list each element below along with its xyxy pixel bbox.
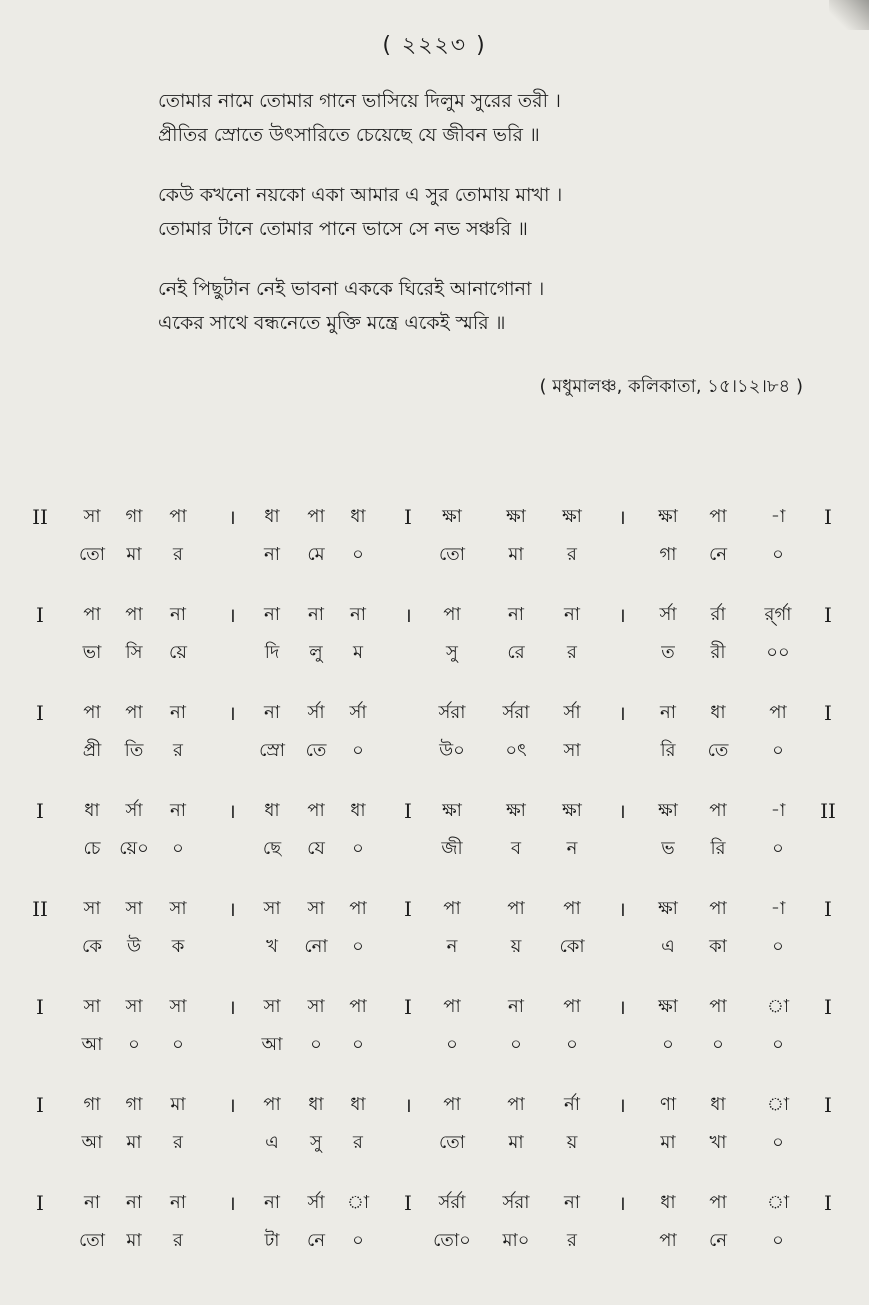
swara-note: ধা xyxy=(350,506,366,527)
syllable: ০ xyxy=(310,1034,322,1055)
syllable: দি xyxy=(264,642,280,663)
swara-note: পা xyxy=(307,800,325,821)
syllable: তে xyxy=(707,740,729,761)
bar-line: I xyxy=(404,1191,412,1215)
swara-note: পা xyxy=(507,1094,525,1115)
lyric-line: তোমার নামে তোমার গানে ভাসিয়ে দিলুম সুরের তরী । xyxy=(158,90,561,112)
swara-note: -া xyxy=(770,800,786,821)
swara-note: সা xyxy=(307,898,325,919)
syllable: মা xyxy=(126,1132,142,1153)
syllable: ছে xyxy=(262,838,282,859)
notation-system xyxy=(0,691,869,789)
swara-note: সা xyxy=(83,506,101,527)
syllable: ০০ xyxy=(766,642,790,663)
syllable: ন xyxy=(566,838,578,859)
syllable: আ xyxy=(81,1132,103,1153)
swara-note: ক্ষা xyxy=(506,800,526,821)
swara-row xyxy=(0,499,869,535)
swara-row xyxy=(0,695,869,731)
syllable: ০ xyxy=(352,1230,364,1251)
swara-note: ধা xyxy=(264,800,280,821)
swara-note: না xyxy=(564,604,580,625)
swara-note: পা xyxy=(443,1094,461,1115)
bar-line: । xyxy=(228,995,236,1019)
lyric-line: একের সাথে বন্ধনেতে মুক্তি মন্ত্রে একেই স্মরি ॥ xyxy=(158,312,506,334)
syllable: ০ xyxy=(352,544,364,565)
syllable: ০ xyxy=(772,838,784,859)
syllable-row xyxy=(0,733,869,769)
swara-note: -া xyxy=(770,506,786,527)
swara-row xyxy=(0,989,869,1025)
syllable: টা xyxy=(264,1230,280,1251)
swara-note: ধা xyxy=(710,1094,726,1115)
syllable: আ xyxy=(81,1034,103,1055)
bar-line: I xyxy=(36,701,44,725)
swara-note: সা xyxy=(125,898,143,919)
syllable: তো xyxy=(438,544,466,565)
bar-line: । xyxy=(618,1093,626,1117)
syllable: সু xyxy=(310,1132,322,1153)
syllable: ০ xyxy=(352,740,364,761)
syllable: নে xyxy=(708,544,728,565)
bar-line: I xyxy=(404,897,412,921)
source-citation: ( মধুমালঞ্চ, কলিকাতা, ১৫।১২।৮৪ ) xyxy=(539,376,803,397)
notation-system xyxy=(0,593,869,691)
syllable: প্রী xyxy=(82,740,102,761)
syllable: যে xyxy=(307,838,325,859)
bar-line: । xyxy=(618,603,626,627)
swara-note: সা xyxy=(125,996,143,1017)
syllable: ত xyxy=(661,642,675,663)
notation-table xyxy=(0,495,869,1279)
swara-row xyxy=(0,793,869,829)
swara-note: পা xyxy=(349,898,367,919)
bar-line: । xyxy=(404,1093,412,1117)
syllable: ব xyxy=(510,838,522,859)
bar-line: I xyxy=(36,1191,44,1215)
syllable: খ xyxy=(266,936,278,957)
syllable: ০ xyxy=(772,1034,784,1055)
lyric-line: তোমার টানে তোমার পানে ভাসে সে নভ সঞ্চরি ॥ xyxy=(158,218,528,240)
page-corner-shadow xyxy=(829,0,869,30)
swara-row xyxy=(0,1087,869,1123)
swara-note: ক্ষা xyxy=(442,800,462,821)
swara-note: না xyxy=(170,800,186,821)
swara-note: ক্ষা xyxy=(562,800,582,821)
swara-note: র্র্গা xyxy=(764,604,792,625)
bar-line: I xyxy=(36,799,44,823)
syllable: উ০ xyxy=(439,740,465,761)
syllable: মা xyxy=(508,1132,524,1153)
swara-note: র্সরা xyxy=(502,1192,530,1213)
bar-line: । xyxy=(618,1191,626,1215)
bar-line: । xyxy=(404,603,412,627)
syllable: উ xyxy=(126,936,142,957)
syllable-row xyxy=(0,1125,869,1161)
syllable: তো xyxy=(78,1230,106,1251)
swara-note: সা xyxy=(169,898,187,919)
syllable-row xyxy=(0,831,869,867)
bar-line: I xyxy=(404,799,412,823)
swara-note: ধা xyxy=(350,800,366,821)
swara-row xyxy=(0,891,869,927)
swara-note: পা xyxy=(709,1192,727,1213)
syllable: ০ xyxy=(352,838,364,859)
bar-line: II xyxy=(820,799,836,823)
swara-note: সা xyxy=(169,996,187,1017)
notation-system xyxy=(0,1083,869,1181)
syllable: র xyxy=(173,1132,183,1153)
bar-line: I xyxy=(404,995,412,1019)
syllable: রি xyxy=(660,740,676,761)
syllable: ০ xyxy=(510,1034,522,1055)
syllable: ০ xyxy=(172,1034,184,1055)
swara-note: সা xyxy=(263,996,281,1017)
swara-note: পা xyxy=(125,604,143,625)
syllable: মা xyxy=(126,1230,142,1251)
syllable: ০ xyxy=(772,544,784,565)
syllable-row xyxy=(0,1027,869,1063)
bar-line: । xyxy=(618,505,626,529)
syllable: তে xyxy=(305,740,327,761)
bar-line: I xyxy=(824,1093,832,1117)
syllable: ০ xyxy=(172,838,184,859)
syllable: ০ xyxy=(566,1034,578,1055)
swara-note: না xyxy=(126,1192,142,1213)
syllable-row xyxy=(0,537,869,573)
syllable: না xyxy=(264,544,280,565)
bar-line: । xyxy=(228,1093,236,1117)
syllable: ০ xyxy=(772,1132,784,1153)
syllable: এ xyxy=(265,1132,279,1153)
bar-line: । xyxy=(228,897,236,921)
lyrics-block xyxy=(158,84,848,366)
syllable: ক xyxy=(171,936,185,957)
swara-note: পা xyxy=(563,898,581,919)
swara-note: র্সা xyxy=(307,702,325,723)
swara-note: না xyxy=(170,1192,186,1213)
swara-note: া xyxy=(766,996,790,1017)
swara-note: পা xyxy=(83,702,101,723)
swara-note: পা xyxy=(125,702,143,723)
syllable: রী xyxy=(710,642,726,663)
swara-note: না xyxy=(264,1192,280,1213)
syllable: ০ xyxy=(128,1034,140,1055)
swara-note: র্না xyxy=(564,1094,580,1115)
swara-note: পা xyxy=(769,702,787,723)
swara-note: পা xyxy=(263,1094,281,1115)
bar-line: I xyxy=(824,701,832,725)
bar-line: । xyxy=(618,897,626,921)
swara-note: পা xyxy=(443,996,461,1017)
syllable: য়ে xyxy=(169,642,187,663)
lyric-line: কেউ কখনো নয়কো একা আমার এ সুর তোমায় মাখা । xyxy=(158,184,563,206)
syllable: মা০ xyxy=(502,1230,530,1251)
syllable: তো০ xyxy=(433,1230,471,1251)
swara-note: া xyxy=(346,1192,370,1213)
swara-note: না xyxy=(84,1192,100,1213)
lyric-line: প্রীতির স্রোতে উৎসারিতে চেয়েছে যে জীবন ভরি ॥ xyxy=(158,124,540,146)
bar-line: I xyxy=(824,897,832,921)
syllable: র xyxy=(567,642,577,663)
swara-note: সা xyxy=(83,996,101,1017)
syllable: ০ xyxy=(772,740,784,761)
swara-note: গা xyxy=(83,1094,101,1115)
swara-note: ণা xyxy=(659,1094,677,1115)
swara-note: র্সরা xyxy=(438,702,466,723)
syllable: ০ xyxy=(772,936,784,957)
bar-line: II xyxy=(32,505,48,529)
syllable: সি xyxy=(125,642,143,663)
syllable: য়ে০ xyxy=(119,838,149,859)
swara-note: ধা xyxy=(308,1094,324,1115)
syllable: র xyxy=(567,1230,577,1251)
syllable: কা xyxy=(709,936,727,957)
bar-line: । xyxy=(228,1191,236,1215)
swara-note: পা xyxy=(563,996,581,1017)
syllable: য় xyxy=(566,1132,578,1153)
swara-note: র্রা xyxy=(710,604,726,625)
swara-note: -া xyxy=(770,898,786,919)
swara-note: গা xyxy=(125,1094,143,1115)
bar-line: I xyxy=(36,1093,44,1117)
swara-note: না xyxy=(508,604,524,625)
swara-note: না xyxy=(170,604,186,625)
notation-system xyxy=(0,985,869,1083)
lyrics-stanza-1 xyxy=(158,84,848,152)
syllable: ন xyxy=(446,936,458,957)
syllable: চে xyxy=(83,838,101,859)
syllable: আ xyxy=(261,1034,283,1055)
syllable: মা xyxy=(660,1132,676,1153)
swara-note: া xyxy=(766,1094,790,1115)
notation-system xyxy=(0,789,869,887)
swara-note: ক্ষা xyxy=(658,996,678,1017)
lyric-line: নেই পিছুটান নেই ভাবনা এককে ঘিরেই আনাগোনা । xyxy=(158,278,545,300)
swara-note: না xyxy=(264,702,280,723)
swara-note: না xyxy=(350,604,366,625)
syllable: মা xyxy=(126,544,142,565)
swara-note: সা xyxy=(263,898,281,919)
syllable-row xyxy=(0,1223,869,1259)
syllable: কো xyxy=(559,936,585,957)
swara-note: পা xyxy=(709,506,727,527)
bar-line: । xyxy=(228,701,236,725)
bar-line: । xyxy=(228,603,236,627)
syllable: ০ xyxy=(352,1034,364,1055)
notation-system xyxy=(0,495,869,593)
syllable: ০ৎ xyxy=(505,740,527,761)
swara-note: ধা xyxy=(350,1094,366,1115)
syllable-row xyxy=(0,635,869,671)
syllable: রি xyxy=(710,838,726,859)
bar-line: । xyxy=(228,505,236,529)
swara-note: পা xyxy=(709,800,727,821)
syllable: লু xyxy=(309,642,323,663)
bar-line: I xyxy=(824,1191,832,1215)
swara-note: পা xyxy=(349,996,367,1017)
swara-note: পা xyxy=(307,506,325,527)
syllable: নে xyxy=(708,1230,728,1251)
swara-note: পা xyxy=(83,604,101,625)
swara-note: র্সর্রা xyxy=(438,1192,466,1213)
syllable: মে xyxy=(307,544,325,565)
swara-note: ক্ষা xyxy=(442,506,462,527)
syllable: মা xyxy=(508,544,524,565)
swara-note: ধা xyxy=(84,800,100,821)
syllable: এ xyxy=(661,936,675,957)
syllable: জী xyxy=(441,838,463,859)
bar-line: I xyxy=(404,505,412,529)
syllable: তো xyxy=(438,1132,466,1153)
swara-note: গা xyxy=(125,506,143,527)
swara-note: না xyxy=(264,604,280,625)
bar-line: I xyxy=(824,505,832,529)
swara-note: ধা xyxy=(660,1192,676,1213)
syllable: গা xyxy=(659,544,677,565)
swara-note: র্সা xyxy=(307,1192,325,1213)
syllable: ০ xyxy=(352,936,364,957)
syllable: ০ xyxy=(772,1230,784,1251)
swara-note: ক্ষা xyxy=(562,506,582,527)
bar-line: I xyxy=(36,995,44,1019)
syllable: ম xyxy=(353,642,363,663)
swara-note: র্সা xyxy=(125,800,143,821)
syllable: কে xyxy=(82,936,102,957)
swara-note: সা xyxy=(83,898,101,919)
swara-note: পা xyxy=(507,898,525,919)
swara-note: ক্ষা xyxy=(658,506,678,527)
swara-note: র্সা xyxy=(349,702,367,723)
syllable: য় xyxy=(510,936,522,957)
syllable: ০ xyxy=(712,1034,724,1055)
swara-note: না xyxy=(170,702,186,723)
syllable: সু xyxy=(446,642,458,663)
notation-system xyxy=(0,1181,869,1279)
swara-note: না xyxy=(564,1192,580,1213)
syllable: খা xyxy=(709,1132,727,1153)
swara-note: ধা xyxy=(264,506,280,527)
syllable: র xyxy=(173,740,183,761)
bar-line: । xyxy=(228,799,236,823)
syllable: ০ xyxy=(662,1034,674,1055)
syllable: রে xyxy=(507,642,525,663)
swara-note: পা xyxy=(443,898,461,919)
syllable: ভ xyxy=(661,838,675,859)
syllable: নো xyxy=(304,936,328,957)
lyrics-stanza-2 xyxy=(158,178,848,246)
syllable: র xyxy=(173,1230,183,1251)
swara-note: ক্ষা xyxy=(658,898,678,919)
syllable: তি xyxy=(124,740,144,761)
syllable: স্রো xyxy=(259,740,285,761)
page-number: ( ২২২৩ ) xyxy=(382,33,487,58)
swara-note: মা xyxy=(170,1094,186,1115)
lyrics-stanza-3 xyxy=(158,272,848,340)
syllable: ভা xyxy=(82,642,102,663)
syllable: র xyxy=(353,1132,363,1153)
syllable-row xyxy=(0,929,869,965)
swara-note: না xyxy=(660,702,676,723)
bar-line: I xyxy=(36,603,44,627)
swara-note: না xyxy=(308,604,324,625)
swara-row xyxy=(0,597,869,633)
swara-note: সা xyxy=(307,996,325,1017)
bar-line: II xyxy=(32,897,48,921)
syllable: র xyxy=(567,544,577,565)
swara-note: ক্ষা xyxy=(506,506,526,527)
swara-note: পা xyxy=(709,898,727,919)
swara-note: র্সা xyxy=(563,702,581,723)
swara-note: না xyxy=(508,996,524,1017)
syllable: সা xyxy=(563,740,581,761)
swara-note: র্সা xyxy=(659,604,677,625)
bar-line: । xyxy=(618,799,626,823)
bar-line: । xyxy=(618,701,626,725)
bar-line: I xyxy=(824,995,832,1019)
syllable: র xyxy=(173,544,183,565)
swara-note: পা xyxy=(169,506,187,527)
syllable: নে xyxy=(306,1230,326,1251)
bar-line: I xyxy=(824,603,832,627)
syllable: তো xyxy=(78,544,106,565)
swara-note: ক্ষা xyxy=(658,800,678,821)
notation-system xyxy=(0,887,869,985)
swara-row xyxy=(0,1185,869,1221)
swara-note: পা xyxy=(709,996,727,1017)
swara-note: ধা xyxy=(710,702,726,723)
swara-note: া xyxy=(766,1192,790,1213)
swara-note: পা xyxy=(443,604,461,625)
syllable: ০ xyxy=(446,1034,458,1055)
bar-line: । xyxy=(618,995,626,1019)
swara-note: র্সরা xyxy=(502,702,530,723)
syllable: পা xyxy=(659,1230,677,1251)
